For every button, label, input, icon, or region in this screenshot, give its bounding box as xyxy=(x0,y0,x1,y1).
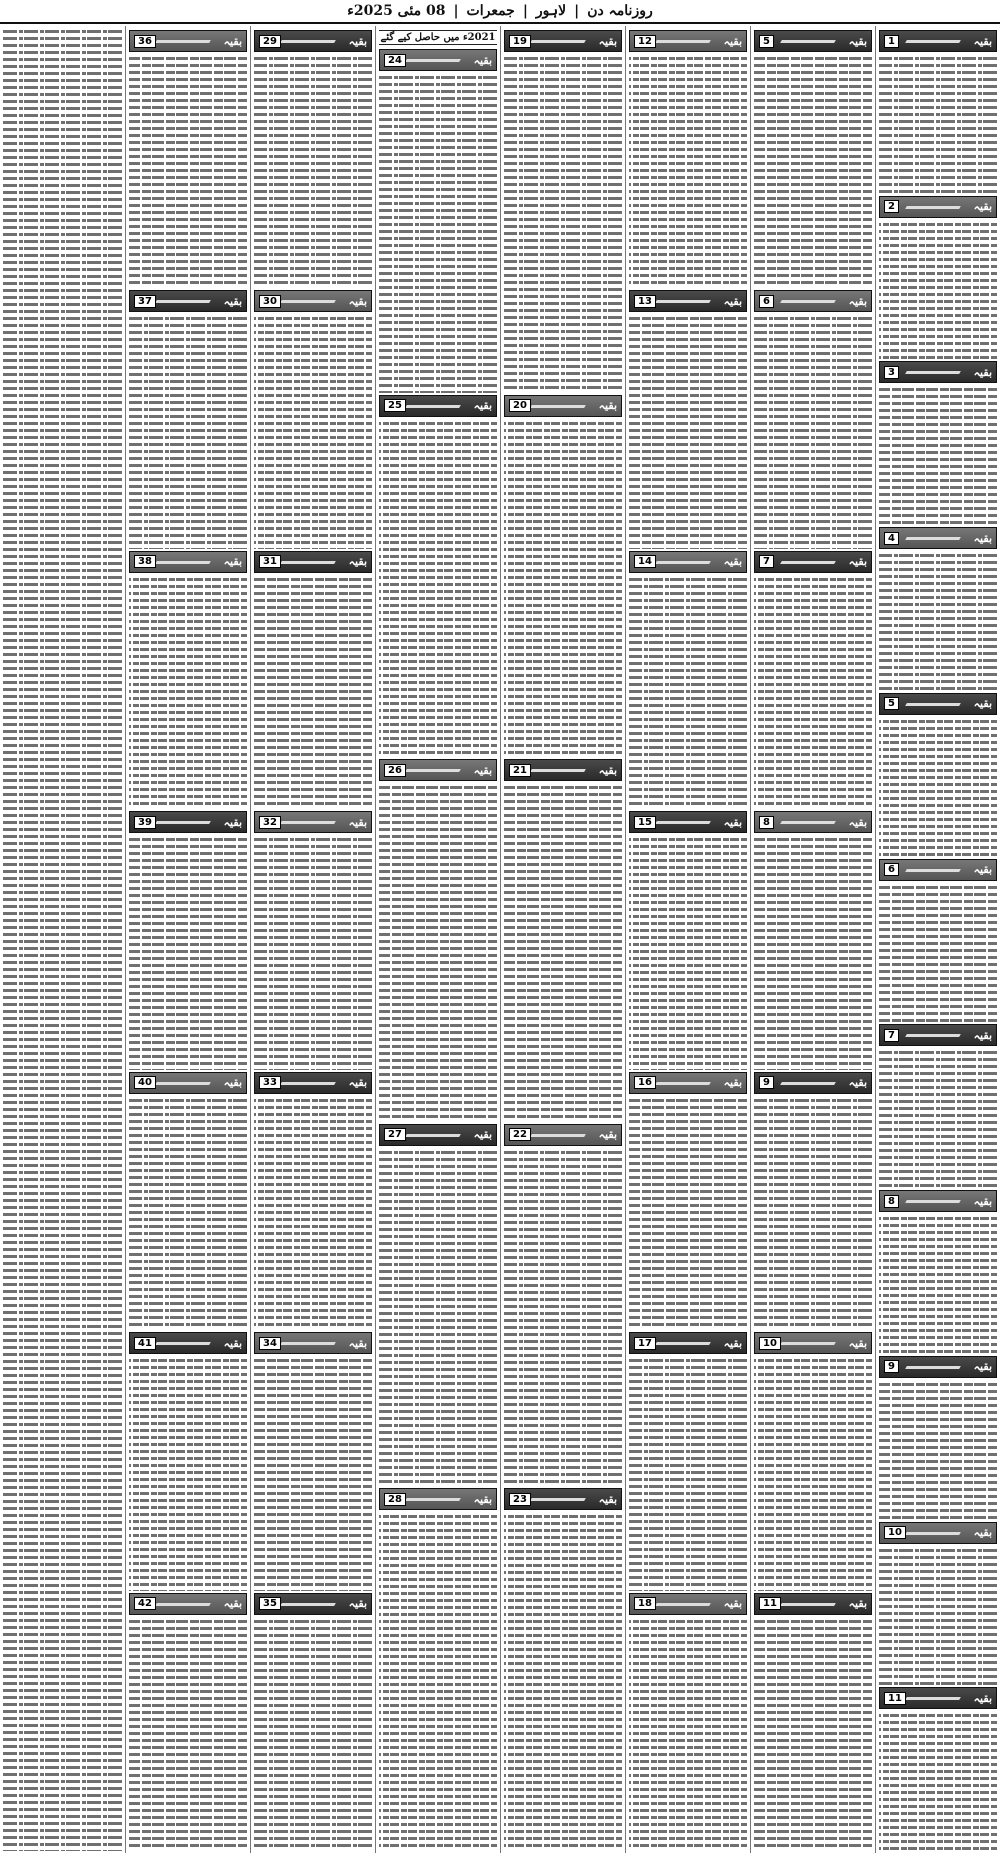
continuation-number: 33 xyxy=(259,1076,281,1089)
article-text-block xyxy=(129,576,247,809)
article-text-block xyxy=(129,1618,247,1851)
continuation-story xyxy=(254,1070,372,1330)
continuation-number: 36 xyxy=(134,35,156,48)
article-text-block xyxy=(129,1357,247,1590)
baqiya-banner xyxy=(379,1124,497,1146)
article-text-block xyxy=(254,315,372,548)
news-column-7 xyxy=(125,26,250,1853)
article-text-block xyxy=(504,420,622,758)
continuation-story xyxy=(629,1591,747,1851)
continuation-story xyxy=(254,288,372,548)
article-body xyxy=(3,28,122,1851)
paper-name: روزنامہ دن xyxy=(587,3,653,19)
baqiya-banner xyxy=(879,859,997,881)
baqiya-banner xyxy=(629,1072,747,1094)
baqiya-banner xyxy=(129,551,247,573)
baqiya-banner xyxy=(879,30,997,52)
continuation-number: 30 xyxy=(259,295,281,308)
continuation-story xyxy=(129,1591,247,1851)
continuation-story xyxy=(879,194,997,360)
continuation-number: 16 xyxy=(634,1076,656,1089)
continuation-story xyxy=(629,1330,747,1590)
continuation-story xyxy=(129,28,247,288)
baqiya-banner xyxy=(504,759,622,781)
continuation-number: 22 xyxy=(509,1128,531,1141)
article-text-block xyxy=(879,386,997,525)
baqiya-banner xyxy=(879,1522,997,1544)
continuation-story xyxy=(254,1591,372,1851)
continuation-story xyxy=(879,1354,997,1520)
separator: | xyxy=(574,3,580,19)
separator: | xyxy=(453,3,459,19)
baqiya-banner xyxy=(879,196,997,218)
masthead xyxy=(0,0,1000,24)
continuation-story xyxy=(754,1070,872,1330)
baqiya-label: بقیہ xyxy=(223,1336,242,1350)
continuation-story xyxy=(879,1685,997,1851)
baqiya-label: بقیہ xyxy=(598,399,617,413)
baqiya-label: بقیہ xyxy=(348,815,367,829)
continuation-story xyxy=(879,857,997,1023)
baqiya-label: بقیہ xyxy=(848,34,867,48)
article-text-block xyxy=(754,1097,872,1330)
continuation-story xyxy=(379,28,497,393)
baqiya-label: بقیہ xyxy=(848,1076,867,1090)
article-text-block xyxy=(879,1049,997,1188)
baqiya-banner xyxy=(504,1488,622,1510)
continuation-number: 37 xyxy=(134,295,156,308)
continuation-number: 40 xyxy=(134,1076,156,1089)
article-text-block xyxy=(754,836,872,1069)
continuation-story xyxy=(254,1330,372,1590)
baqiya-banner xyxy=(254,811,372,833)
news-column-5 xyxy=(375,26,500,1853)
article-text-block xyxy=(504,55,622,393)
continuation-story xyxy=(754,809,872,1069)
baqiya-banner xyxy=(754,811,872,833)
baqiya-label: بقیہ xyxy=(348,555,367,569)
continuation-story xyxy=(879,359,997,525)
baqiya-banner xyxy=(129,1593,247,1615)
baqiya-banner xyxy=(879,527,997,549)
continuation-story xyxy=(879,1188,997,1354)
baqiya-banner xyxy=(879,1687,997,1709)
continuation-number: 4 xyxy=(884,532,899,545)
article-text-block xyxy=(3,28,122,1851)
continuation-number: 6 xyxy=(759,295,774,308)
baqiya-banner xyxy=(629,290,747,312)
article-text-block xyxy=(254,576,372,809)
baqiya-label: بقیہ xyxy=(348,1076,367,1090)
article-text-block xyxy=(504,784,622,1122)
story-subhead: 2021ء میں حاصل کیے گئے xyxy=(380,32,496,43)
baqiya-banner xyxy=(754,1593,872,1615)
issue-date: 08 مئی 2025ء xyxy=(347,3,446,19)
article-text-block xyxy=(254,1618,372,1851)
baqiya-banner xyxy=(129,30,247,52)
baqiya-label: بقیہ xyxy=(848,815,867,829)
continuation-story xyxy=(879,1022,997,1188)
baqiya-banner xyxy=(754,30,872,52)
article-text-block xyxy=(879,55,997,194)
baqiya-banner xyxy=(879,1024,997,1046)
continuation-story xyxy=(379,757,497,1122)
continuation-story xyxy=(879,525,997,691)
continuation-number: 42 xyxy=(134,1597,156,1610)
article-text-block xyxy=(629,836,747,1069)
continuation-story xyxy=(254,28,372,288)
baqiya-banner xyxy=(254,290,372,312)
continuation-story xyxy=(379,393,497,758)
article-text-block xyxy=(879,1381,997,1520)
article-text-block xyxy=(254,55,372,288)
separator: | xyxy=(522,3,528,19)
continuation-number: 14 xyxy=(634,555,656,568)
news-column-8 xyxy=(0,26,125,1853)
baqiya-label: بقیہ xyxy=(973,1691,992,1705)
baqiya-label: بقیہ xyxy=(723,1336,742,1350)
baqiya-label: بقیہ xyxy=(598,1128,617,1142)
article-text-block xyxy=(879,1215,997,1354)
continuation-story xyxy=(504,28,622,393)
baqiya-banner xyxy=(879,1190,997,1212)
newspaper-page xyxy=(0,26,1000,1853)
baqiya-banner xyxy=(504,395,622,417)
article-text-block xyxy=(629,1097,747,1330)
baqiya-banner xyxy=(254,1332,372,1354)
baqiya-label: بقیہ xyxy=(598,34,617,48)
continuation-number: 10 xyxy=(884,1526,906,1539)
baqiya-label: بقیہ xyxy=(473,53,492,67)
baqiya-banner xyxy=(629,1593,747,1615)
continuation-number: 11 xyxy=(759,1597,781,1610)
continuation-story xyxy=(129,1070,247,1330)
continuation-story xyxy=(754,1330,872,1590)
baqiya-label: بقیہ xyxy=(723,1076,742,1090)
article-text-block xyxy=(754,315,872,548)
article-text-block xyxy=(879,718,997,857)
baqiya-label: بقیہ xyxy=(973,34,992,48)
baqiya-banner xyxy=(754,1332,872,1354)
article-text-block xyxy=(379,74,497,393)
news-column-3 xyxy=(625,26,750,1853)
continuation-number: 12 xyxy=(634,35,656,48)
baqiya-banner xyxy=(254,551,372,573)
baqiya-label: بقیہ xyxy=(973,365,992,379)
continuation-number: 21 xyxy=(509,764,531,777)
continuation-story xyxy=(504,393,622,758)
baqiya-banner xyxy=(879,361,997,383)
baqiya-label: بقیہ xyxy=(223,1076,242,1090)
continuation-number: 9 xyxy=(759,1076,774,1089)
article-text-block xyxy=(129,315,247,548)
continuation-number: 24 xyxy=(384,54,406,67)
day-name: جمعرات xyxy=(466,3,515,19)
article-text-block xyxy=(379,1513,497,1851)
baqiya-label: بقیہ xyxy=(973,531,992,545)
continuation-story xyxy=(504,757,622,1122)
article-text-block xyxy=(879,884,997,1023)
article-text-block xyxy=(379,784,497,1122)
continuation-number: 6 xyxy=(884,863,899,876)
article-text-block xyxy=(754,576,872,809)
baqiya-banner xyxy=(129,811,247,833)
baqiya-label: بقیہ xyxy=(973,1194,992,1208)
baqiya-banner xyxy=(379,49,497,71)
article-text-block xyxy=(379,1149,497,1487)
continuation-number: 20 xyxy=(509,399,531,412)
article-text-block xyxy=(254,1097,372,1330)
continuation-story xyxy=(504,1486,622,1851)
baqiya-banner xyxy=(379,759,497,781)
continuation-story xyxy=(379,1486,497,1851)
baqiya-label: بقیہ xyxy=(973,697,992,711)
baqiya-label: بقیہ xyxy=(973,1028,992,1042)
baqiya-banner xyxy=(754,551,872,573)
continuation-number: 7 xyxy=(759,555,774,568)
continuation-story xyxy=(629,549,747,809)
baqiya-label: بقیہ xyxy=(473,1492,492,1506)
baqiya-banner xyxy=(254,1072,372,1094)
continuation-number: 41 xyxy=(134,1337,156,1350)
baqiya-label: بقیہ xyxy=(473,399,492,413)
continuation-story xyxy=(754,288,872,548)
continuation-number: 17 xyxy=(634,1337,656,1350)
baqiya-banner xyxy=(379,1488,497,1510)
continuation-number: 31 xyxy=(259,555,281,568)
baqiya-label: بقیہ xyxy=(848,294,867,308)
article-text-block xyxy=(879,221,997,360)
baqiya-banner xyxy=(504,1124,622,1146)
continuation-story xyxy=(754,28,872,288)
baqiya-label: بقیہ xyxy=(598,763,617,777)
baqiya-banner xyxy=(754,290,872,312)
news-column-2 xyxy=(750,26,875,1853)
continuation-number: 8 xyxy=(759,816,774,829)
article-text-block xyxy=(879,1712,997,1851)
baqiya-banner xyxy=(629,811,747,833)
baqiya-label: بقیہ xyxy=(973,1360,992,1374)
baqiya-label: بقیہ xyxy=(723,34,742,48)
baqiya-banner xyxy=(879,693,997,715)
baqiya-label: بقیہ xyxy=(973,863,992,877)
continuation-story xyxy=(129,809,247,1069)
article-text-block xyxy=(754,1618,872,1851)
news-column-4 xyxy=(500,26,625,1853)
continuation-number: 34 xyxy=(259,1337,281,1350)
baqiya-banner xyxy=(879,1356,997,1378)
baqiya-label: بقیہ xyxy=(598,1492,617,1506)
baqiya-label: بقیہ xyxy=(973,1526,992,1540)
article-text-block xyxy=(379,420,497,758)
continuation-story xyxy=(754,549,872,809)
continuation-story xyxy=(629,28,747,288)
baqiya-label: بقیہ xyxy=(848,1336,867,1350)
baqiya-label: بقیہ xyxy=(348,294,367,308)
city-name: لاہور xyxy=(535,3,567,19)
continuation-number: 7 xyxy=(884,1029,899,1042)
continuation-number: 15 xyxy=(634,816,656,829)
baqiya-banner xyxy=(629,1332,747,1354)
continuation-number: 39 xyxy=(134,816,156,829)
news-column-6 xyxy=(250,26,375,1853)
article-text-block xyxy=(254,836,372,1069)
continuation-number: 32 xyxy=(259,816,281,829)
continuation-story xyxy=(754,1591,872,1851)
continuation-story xyxy=(629,809,747,1069)
continuation-number: 27 xyxy=(384,1128,406,1141)
baqiya-banner xyxy=(629,551,747,573)
article-text-block xyxy=(504,1149,622,1487)
baqiya-label: بقیہ xyxy=(723,815,742,829)
continuation-story xyxy=(629,1070,747,1330)
continuation-number: 19 xyxy=(509,35,531,48)
continuation-number: 25 xyxy=(384,399,406,412)
continuation-number: 5 xyxy=(759,35,774,48)
baqiya-banner xyxy=(129,290,247,312)
continuation-number: 11 xyxy=(884,1692,906,1705)
continuation-number: 18 xyxy=(634,1597,656,1610)
continuation-number: 9 xyxy=(884,1360,899,1373)
baqiya-label: بقیہ xyxy=(473,763,492,777)
article-text-block xyxy=(629,1357,747,1590)
continuation-story xyxy=(254,549,372,809)
continuation-story xyxy=(879,1520,997,1686)
baqiya-banner xyxy=(254,30,372,52)
baqiya-label: بقیہ xyxy=(723,294,742,308)
continuation-story xyxy=(504,1122,622,1487)
baqiya-label: بقیہ xyxy=(223,1597,242,1611)
baqiya-label: بقیہ xyxy=(223,815,242,829)
baqiya-banner xyxy=(504,30,622,52)
continuation-number: 2 xyxy=(884,200,899,213)
continuation-story xyxy=(129,1330,247,1590)
continuation-number: 23 xyxy=(509,1493,531,1506)
article-text-block xyxy=(129,836,247,1069)
continuation-number: 8 xyxy=(884,1195,899,1208)
baqiya-label: بقیہ xyxy=(223,555,242,569)
continuation-number: 26 xyxy=(384,764,406,777)
continuation-story xyxy=(379,1122,497,1487)
baqiya-label: بقیہ xyxy=(473,1128,492,1142)
baqiya-label: بقیہ xyxy=(848,555,867,569)
continuation-story xyxy=(129,288,247,548)
continuation-number: 5 xyxy=(884,697,899,710)
baqiya-banner xyxy=(129,1332,247,1354)
continuation-number: 28 xyxy=(384,1493,406,1506)
article-text-block xyxy=(879,552,997,691)
article-text-block xyxy=(129,55,247,288)
baqiya-label: بقیہ xyxy=(223,34,242,48)
article-text-block xyxy=(879,1547,997,1686)
continuation-number: 10 xyxy=(759,1337,781,1350)
baqiya-label: بقیہ xyxy=(723,555,742,569)
baqiya-label: بقیہ xyxy=(348,1597,367,1611)
news-column-1 xyxy=(875,26,1000,1853)
article-text-block xyxy=(754,55,872,288)
baqiya-label: بقیہ xyxy=(223,294,242,308)
continuation-story xyxy=(879,691,997,857)
article-text-block xyxy=(504,1513,622,1851)
baqiya-label: بقیہ xyxy=(848,1597,867,1611)
continuation-story xyxy=(254,809,372,1069)
continuation-number: 13 xyxy=(634,295,656,308)
continuation-story xyxy=(129,549,247,809)
article-text-block xyxy=(754,1357,872,1590)
baqiya-label: بقیہ xyxy=(348,34,367,48)
article-text-block xyxy=(629,576,747,809)
article-text-block xyxy=(629,1618,747,1851)
continuation-number: 29 xyxy=(259,35,281,48)
baqiya-label: بقیہ xyxy=(723,1597,742,1611)
baqiya-banner xyxy=(754,1072,872,1094)
article-text-block xyxy=(129,1097,247,1330)
continuation-number: 38 xyxy=(134,555,156,568)
article-text-block xyxy=(629,55,747,288)
baqiya-banner xyxy=(129,1072,247,1094)
baqiya-label: بقیہ xyxy=(348,1336,367,1350)
article-text-block xyxy=(629,315,747,548)
continuation-number: 35 xyxy=(259,1597,281,1610)
continuation-story xyxy=(879,28,997,194)
baqiya-banner xyxy=(379,395,497,417)
continuation-number: 3 xyxy=(884,366,899,379)
baqiya-banner xyxy=(629,30,747,52)
baqiya-banner xyxy=(254,1593,372,1615)
continuation-number: 1 xyxy=(884,35,899,48)
baqiya-label: بقیہ xyxy=(973,200,992,214)
continuation-story xyxy=(629,288,747,548)
article-text-block xyxy=(254,1357,372,1590)
